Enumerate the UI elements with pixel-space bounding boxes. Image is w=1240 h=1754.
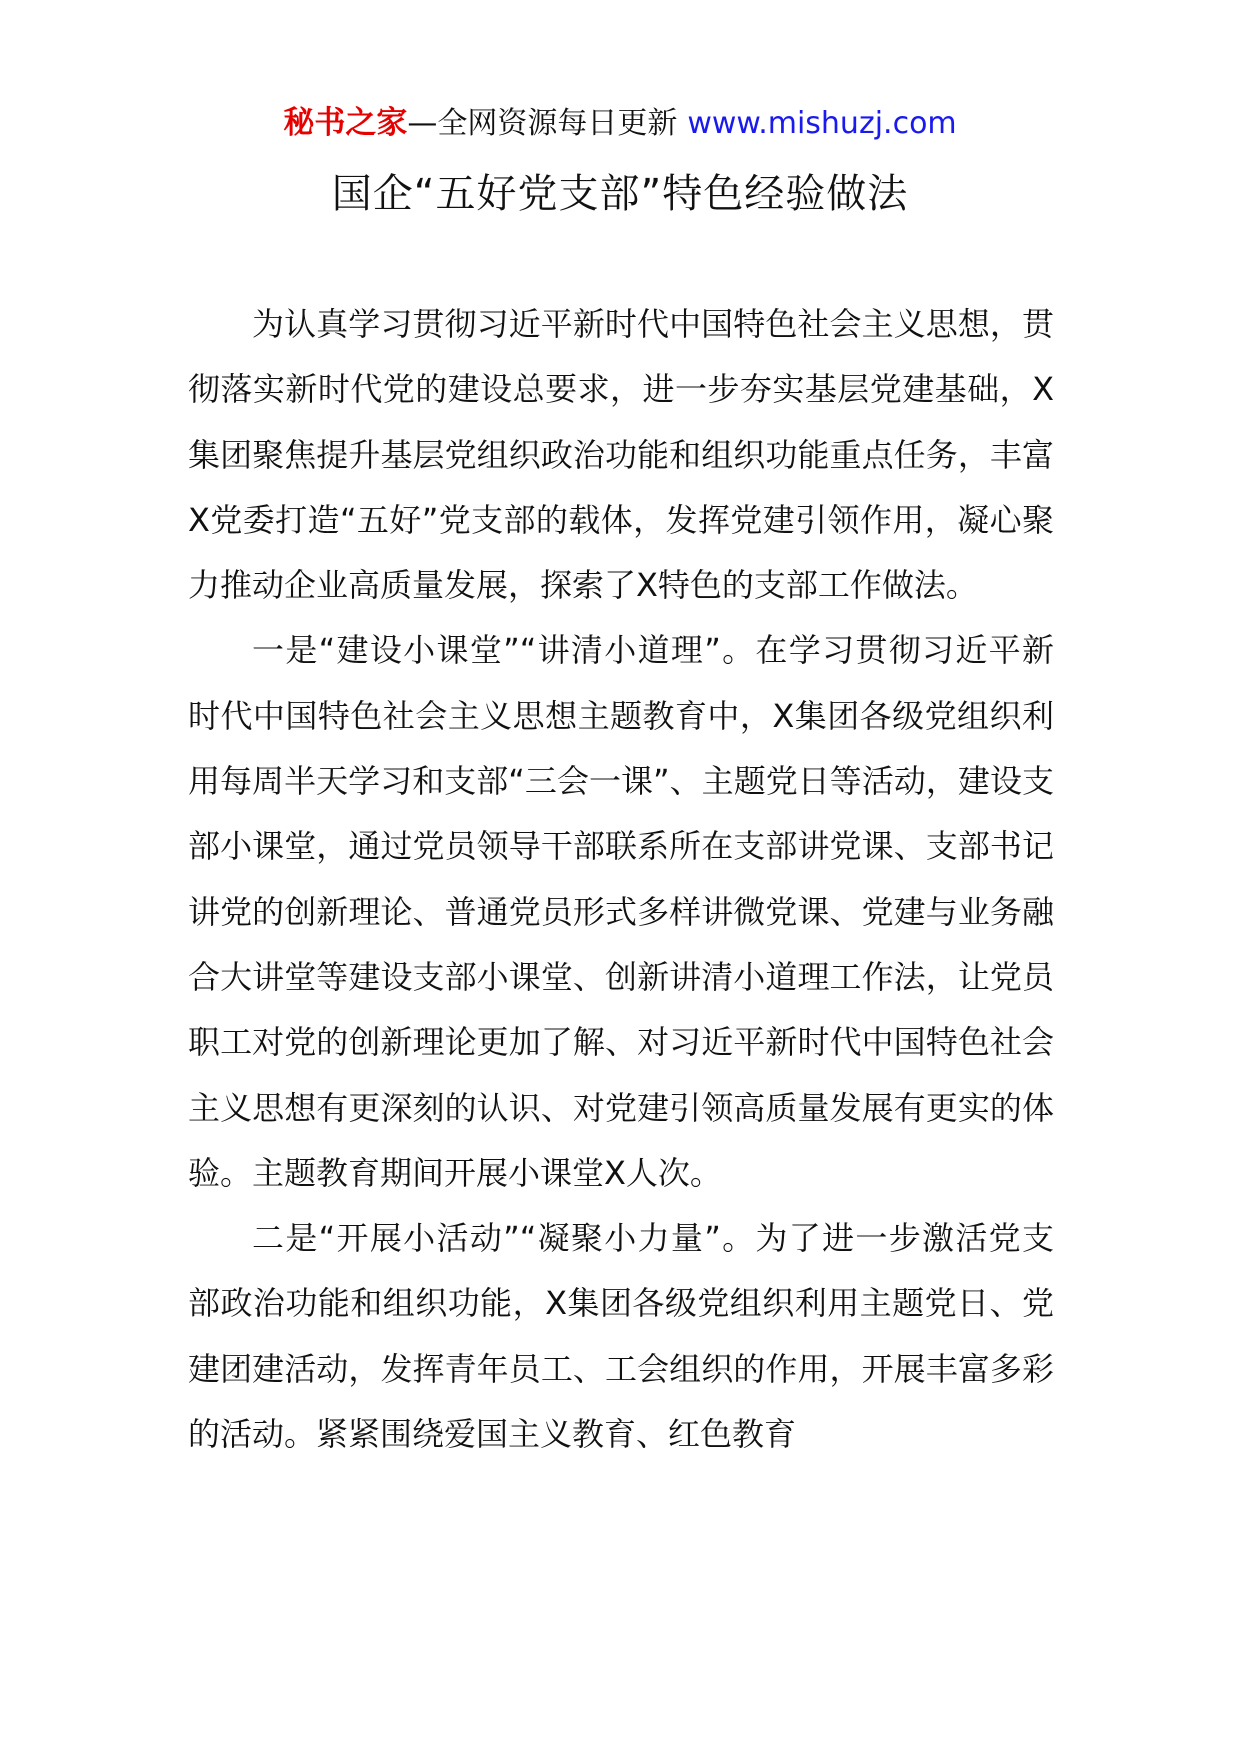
document-title: 国企“五好党支部”特色经验做法 xyxy=(331,171,909,217)
document-body xyxy=(188,292,1054,1467)
header-tagline: —全网资源每日更新 xyxy=(407,106,678,141)
brand-name: 秘书之家 xyxy=(283,105,408,141)
paragraph-intro: 为认真学习贯彻习近平新时代中国特色社会主义思想，贯彻落实新时代党的建设总要求，进一步夯实基层党建基础，X集团聚焦提升基层党组织政治功能和组织功能重点任务，丰富X党委打造“五好”党支部的载体，发挥党建引领作用，凝心聚力推动企业高质量发展，探索了X特色的支部工作做法。 xyxy=(188,305,1054,605)
page-header xyxy=(0,103,1240,144)
paragraph-point-one: 一是“建设小课堂”“讲清小道理”。在学习贯彻习近平新时代中国特色社会主义思想主题教育中，X集团各级党组织利用每周半天学习和支部“三会一课”、主题党日等活动，建设支部小课堂，通过党员领导干部联系所在支部讲党课、支部书记讲党的创新理论、普通党员形式多样讲微党课、党建与业务融合大讲堂等建设支部小课堂、创新讲清小道理工作法，让党员职工对党的创新理论更加了解、对习近平新时代中国特色社会主义思想有更深刻的认识、对党建引领高质量发展有更实的体验。主题教育期间开展小课堂X人次。 xyxy=(188,631,1054,1192)
site-url-link[interactable]: www.mishuzj.com xyxy=(687,106,957,141)
paragraph-point-two: 二是“开展小活动”“凝聚小力量”。为了进一步激活党支部政治功能和组织功能，X集团各级党组织利用主题党日、党建团建活动，发挥青年员工、工会组织的作用，开展丰富多彩的活动。紧紧围绕爱国主义教育、红色教育 xyxy=(188,1219,1054,1454)
